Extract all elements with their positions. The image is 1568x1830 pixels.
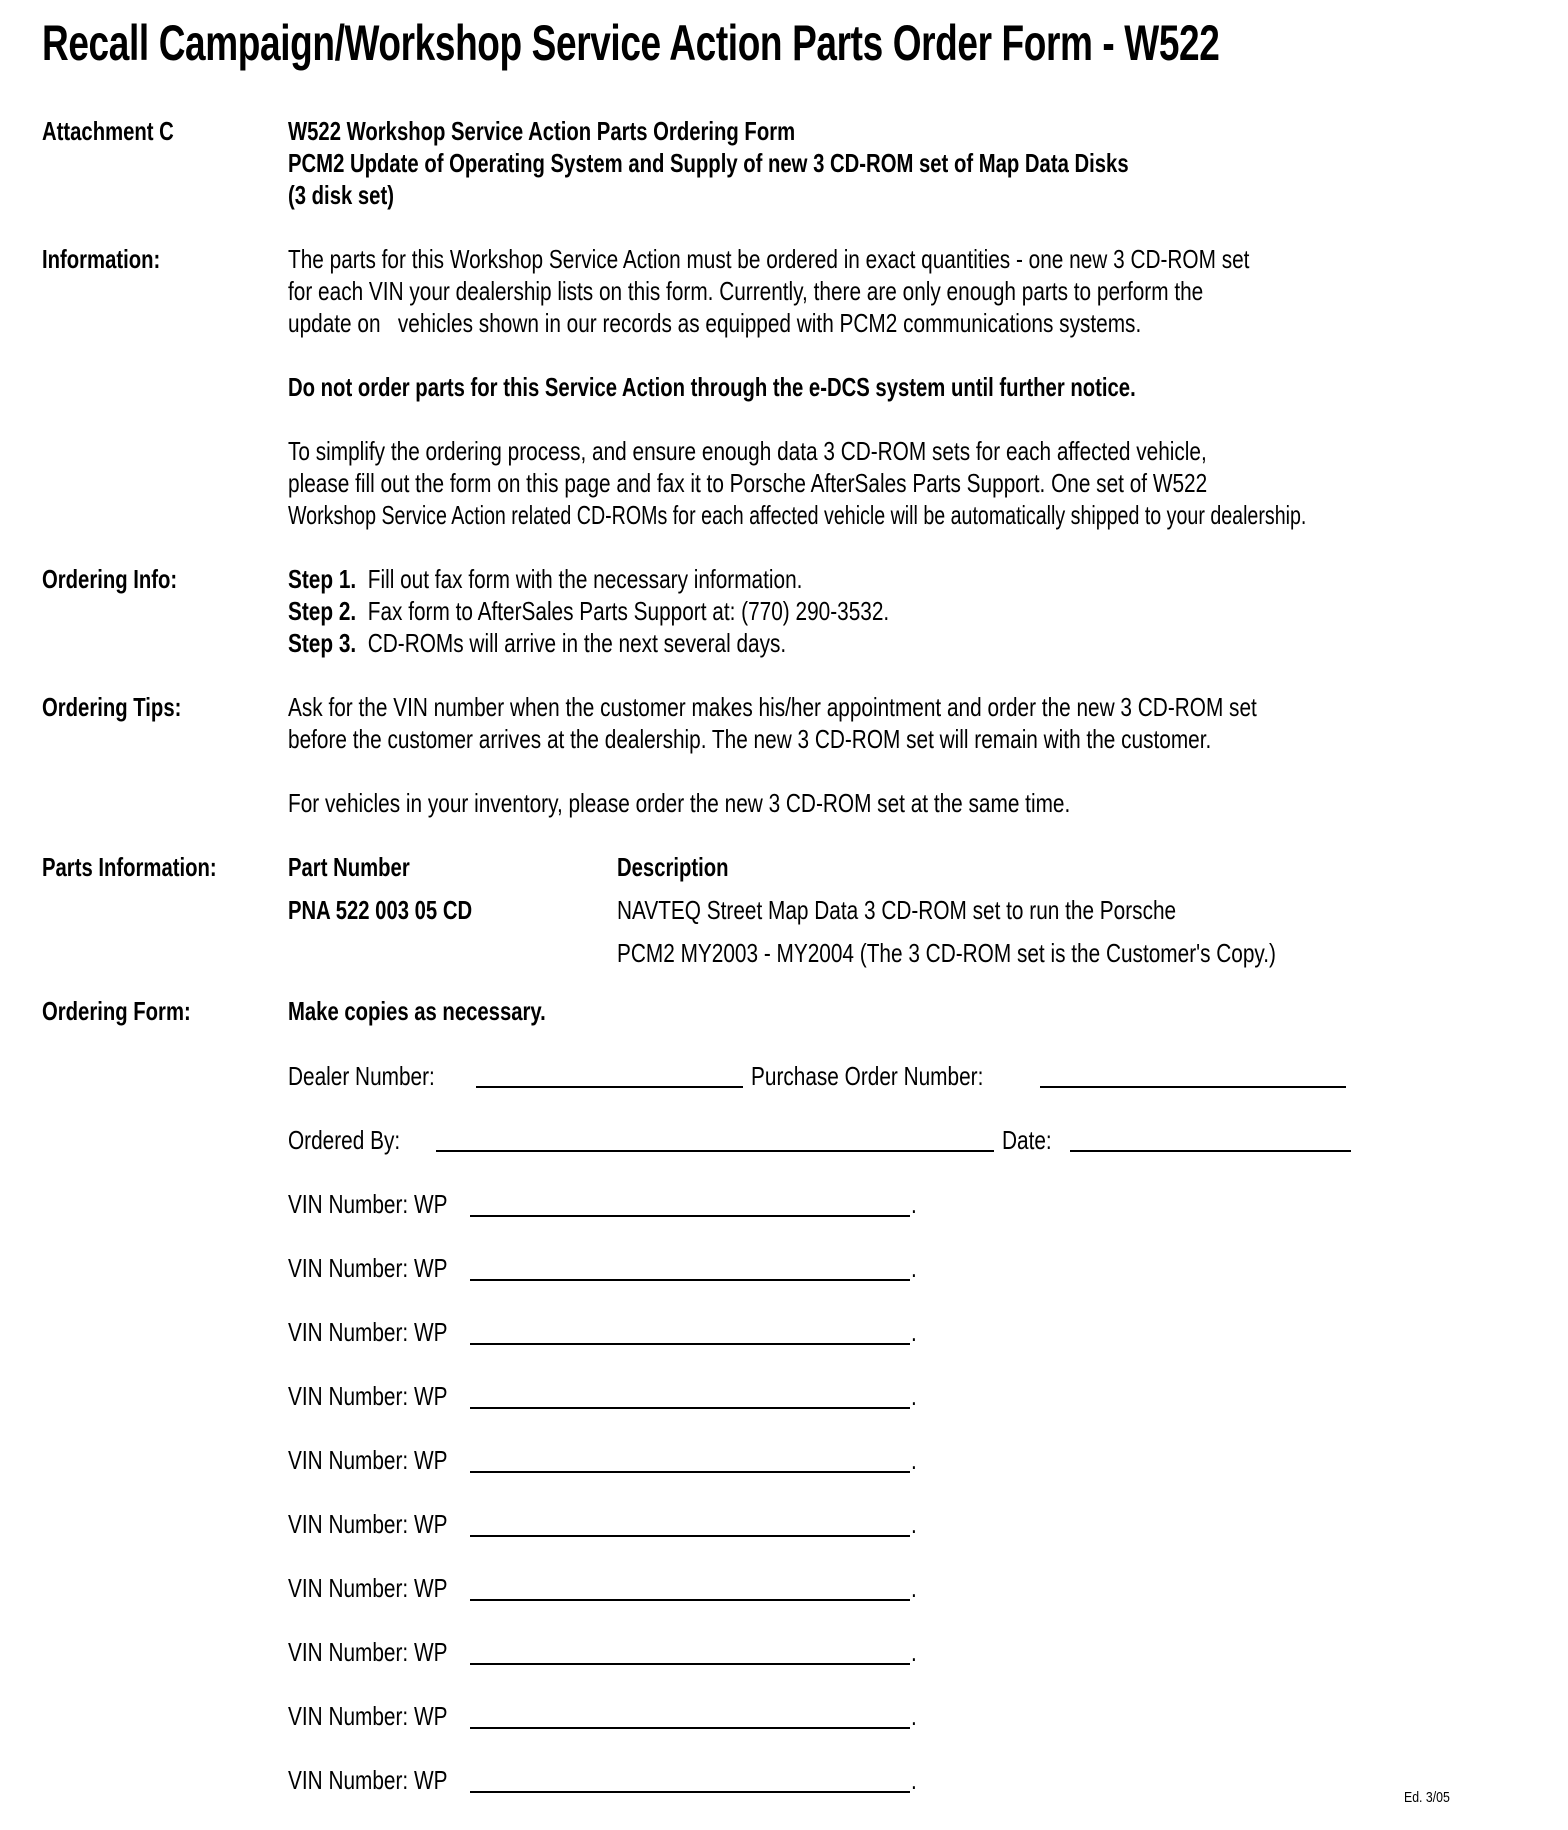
description-cell: PCM2 MY2003 - MY2004 (The 3 CD-ROM set is the Customer's Copy.) xyxy=(617,938,1276,968)
dealer-number-label: Dealer Number: xyxy=(288,1061,435,1091)
step-item xyxy=(288,596,889,627)
attachment-line: W522 Workshop Service Action Parts Ordering Form xyxy=(288,116,796,146)
information-text: please fill out the form on this page and fax it to Porsche AfterSales Parts Support. One set of W522 xyxy=(288,468,1208,498)
step-number: Step 1. xyxy=(288,564,357,594)
purchase-order-number-label: Purchase Order Number: xyxy=(751,1061,984,1091)
purchase-order-number-field[interactable] xyxy=(1040,1086,1346,1088)
ordering-tips-label: Ordering Tips: xyxy=(42,692,182,722)
description-header: Description xyxy=(617,852,729,882)
description-cell: NAVTEQ Street Map Data 3 CD-ROM set to run the Porsche xyxy=(617,895,1177,925)
vin-number-field[interactable] xyxy=(470,1407,910,1409)
vin-number-field[interactable] xyxy=(470,1535,910,1537)
step-item xyxy=(288,564,802,595)
vin-label: VIN Number: WP xyxy=(288,1637,448,1667)
vin-suffix: . xyxy=(911,1317,917,1347)
vin-label: VIN Number: WP xyxy=(288,1701,448,1731)
information-text: Workshop Service Action related CD-ROMs for each affected vehicle will be automatically shipped to your dealership. xyxy=(288,500,1307,530)
vin-suffix: . xyxy=(911,1509,917,1539)
step-text: Fill out fax form with the necessary information. xyxy=(367,564,803,594)
vin-suffix: . xyxy=(911,1637,917,1667)
copies-note: Make copies as necessary. xyxy=(288,996,546,1026)
information-label: Information: xyxy=(42,244,161,274)
step-item xyxy=(288,628,786,659)
vin-suffix: . xyxy=(911,1253,917,1283)
information-text: update on vehicles shown in our records as equipped with PCM2 communications systems. xyxy=(288,308,1142,338)
edition-footer: Ed. 3/05 xyxy=(1404,1789,1450,1806)
vin-number-field[interactable] xyxy=(470,1727,910,1729)
attachment-line: PCM2 Update of Operating System and Supply of new 3 CD-ROM set of Map Data Disks xyxy=(288,148,1129,178)
vin-number-field[interactable] xyxy=(470,1215,910,1217)
step-text: CD-ROMs will arrive in the next several days. xyxy=(367,628,787,658)
vin-suffix: . xyxy=(911,1573,917,1603)
vin-number-field[interactable] xyxy=(470,1471,910,1473)
vin-label: VIN Number: WP xyxy=(288,1765,448,1795)
page-title: Recall Campaign/Workshop Service Action Parts Order Form - W522 xyxy=(42,15,1220,71)
step-number: Step 2. xyxy=(288,596,357,626)
vin-label: VIN Number: WP xyxy=(288,1317,448,1347)
vin-number-field[interactable] xyxy=(470,1343,910,1345)
vin-label: VIN Number: WP xyxy=(288,1189,448,1219)
date-field[interactable] xyxy=(1070,1150,1351,1152)
date-label: Date: xyxy=(1002,1125,1052,1155)
attachment-label: Attachment C xyxy=(42,116,174,146)
tips-text: Ask for the VIN number when the customer makes his/her appointment and order the new 3 CD-ROM set xyxy=(288,692,1257,722)
vin-suffix: . xyxy=(911,1445,917,1475)
information-text: The parts for this Workshop Service Action must be ordered in exact quantities - one new 3 CD-ROM set xyxy=(288,244,1250,274)
parts-information-label: Parts Information: xyxy=(42,852,217,882)
vin-number-field[interactable] xyxy=(470,1663,910,1665)
ordering-info-label: Ordering Info: xyxy=(42,564,178,594)
vin-number-field[interactable] xyxy=(470,1279,910,1281)
ordered-by-label: Ordered By: xyxy=(288,1125,401,1155)
step-number: Step 3. xyxy=(288,628,357,658)
vin-number-field[interactable] xyxy=(470,1599,910,1601)
vin-suffix: . xyxy=(911,1765,917,1795)
vin-label: VIN Number: WP xyxy=(288,1253,448,1283)
tips-text: before the customer arrives at the dealership. The new 3 CD-ROM set will remain with the customer. xyxy=(288,724,1212,754)
vin-label: VIN Number: WP xyxy=(288,1381,448,1411)
dealer-number-field[interactable] xyxy=(476,1086,743,1088)
part-number-header: Part Number xyxy=(288,852,410,882)
vin-suffix: . xyxy=(911,1189,917,1219)
notice-text: Do not order parts for this Service Action through the e-DCS system until further notice. xyxy=(288,372,1136,402)
vin-label: VIN Number: WP xyxy=(288,1509,448,1539)
vin-suffix: . xyxy=(911,1701,917,1731)
vin-label: VIN Number: WP xyxy=(288,1445,448,1475)
ordered-by-field[interactable] xyxy=(436,1150,994,1152)
vin-number-field[interactable] xyxy=(470,1791,910,1793)
attachment-line: (3 disk set) xyxy=(288,180,394,210)
step-text: Fax form to AfterSales Parts Support at: (770) 290-3532. xyxy=(367,596,890,626)
ordering-form-label: Ordering Form: xyxy=(42,996,191,1026)
information-text: To simplify the ordering process, and ensure enough data 3 CD-ROM sets for each affected vehicle, xyxy=(288,436,1207,466)
vin-suffix: . xyxy=(911,1381,917,1411)
part-number-cell: PNA 522 003 05 CD xyxy=(288,895,473,925)
vin-label: VIN Number: WP xyxy=(288,1573,448,1603)
information-text: for each VIN your dealership lists on this form. Currently, there are only enough parts to perform the xyxy=(288,276,1204,306)
tips-text: For vehicles in your inventory, please order the new 3 CD-ROM set at the same time. xyxy=(288,788,1071,818)
